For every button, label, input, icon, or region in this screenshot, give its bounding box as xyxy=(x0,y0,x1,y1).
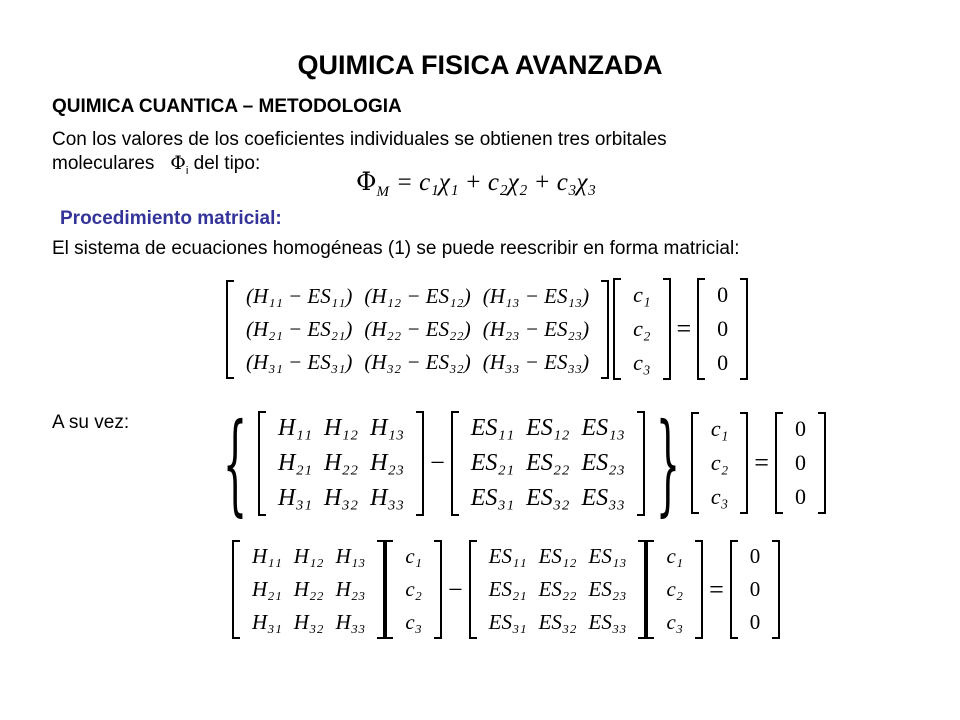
matrix-cell: 0 xyxy=(794,416,806,441)
matrix-cell: H₃₁ xyxy=(278,484,313,511)
left-curly-brace: { xyxy=(222,399,248,527)
matrix-cell: H₃₁ xyxy=(252,610,282,634)
paragraph-2: El sistema de ecuaciones homogéneas (1) se puede reescribir en forma matricial: xyxy=(52,238,740,259)
section-subtitle: QUIMICA CUANTICA – METODOLOGIA xyxy=(52,96,402,117)
right-bracket xyxy=(638,540,646,639)
eq3-c-vector-2 xyxy=(646,540,703,639)
right-bracket xyxy=(818,412,826,514)
matrix-cell: (H₂₂ − ES₂₂) xyxy=(364,316,471,341)
matrix-equation-3 xyxy=(232,540,780,639)
matrix-cell: ES₃₁ xyxy=(488,610,527,634)
matrix-cell: H₁₃ xyxy=(370,414,405,441)
left-bracket xyxy=(451,411,459,516)
matrix-cell: 0 xyxy=(794,450,806,475)
matrix-cell: 0 xyxy=(749,610,761,634)
right-bracket xyxy=(695,540,703,639)
right-curly-brace: } xyxy=(655,399,681,527)
right-bracket xyxy=(416,411,424,516)
eq1-c-vector xyxy=(613,278,670,380)
matrix-cell: ES₁₂ xyxy=(538,544,577,568)
matrix-cell: c₂ xyxy=(710,450,729,475)
matrix-cell: ES₁₁ xyxy=(488,544,527,568)
matrix-cell: H₃₂ xyxy=(324,484,359,511)
matrix-cell: ES₂₂ xyxy=(538,577,577,601)
matrix-cell: (H₂₃ − ES₂₃) xyxy=(482,316,590,341)
matrix-cell: c₃ xyxy=(666,610,684,634)
paragraph-line-2-post: del tipo: xyxy=(193,153,261,174)
eq2-es-matrix xyxy=(451,411,645,516)
matrix-cell: c₁ xyxy=(666,544,684,568)
matrix-cell: 0 xyxy=(717,316,729,341)
matrix-cell: (H₂₁ − ES₂₁) xyxy=(246,316,353,341)
phi-subscript: i xyxy=(185,164,189,177)
matrix-cell: H₃₃ xyxy=(370,484,405,511)
matrix-cell: ES₃₂ xyxy=(526,484,570,511)
eq3-h-matrix xyxy=(232,540,385,639)
matrix-cell: (H₃₃ − ES₃₃) xyxy=(482,349,590,374)
right-bracket xyxy=(601,280,609,379)
matrix-cell: c₂ xyxy=(666,577,684,601)
matrix-cell: c₂ xyxy=(405,577,422,601)
matrix-cell: H₃₃ xyxy=(335,610,366,634)
right-bracket xyxy=(637,411,645,516)
matrix-cell: ES₃₃ xyxy=(581,484,625,511)
eq1-coefficient-matrix xyxy=(226,280,609,379)
matrix-cell: c₁ xyxy=(633,282,651,307)
matrix-cell: 0 xyxy=(717,282,729,307)
left-bracket xyxy=(232,540,240,639)
matrix-equation-2 xyxy=(212,399,826,527)
left-bracket xyxy=(226,280,234,379)
matrix-cell: ES₁₂ xyxy=(526,414,570,441)
matrix-cell: (H₃₁ − ES₃₁) xyxy=(246,349,353,374)
matrix-cell: c₃ xyxy=(633,350,651,375)
matrix-cell: H₂₃ xyxy=(335,577,366,601)
right-bracket xyxy=(377,540,385,639)
left-bracket xyxy=(691,412,699,514)
left-bracket xyxy=(697,278,705,380)
matrix-cell: H₁₃ xyxy=(335,544,366,568)
left-bracket xyxy=(775,412,783,514)
minus-sign: − xyxy=(447,574,463,604)
matrix-cell: ES₂₃ xyxy=(581,449,625,476)
matrix-cell: ES₂₃ xyxy=(588,577,627,601)
matrix-cell: 0 xyxy=(749,577,761,601)
matrix-cell: ES₃₂ xyxy=(538,610,577,634)
matrix-cell: c₁ xyxy=(710,416,729,441)
equals-sign: = xyxy=(709,574,724,604)
matrix-cell: c₃ xyxy=(405,610,422,634)
formula-phi: Φ xyxy=(356,167,377,196)
left-bracket xyxy=(646,540,654,639)
matrix-cell: H₂₂ xyxy=(324,449,359,476)
eq2-c-vector xyxy=(691,412,748,514)
page-title: QUIMICA FISICA AVANZADA xyxy=(297,50,663,80)
eq3-zero-vector xyxy=(730,540,781,639)
paragraph-line-2 xyxy=(52,152,260,177)
left-bracket xyxy=(730,540,738,639)
matrix-cell: H₃₂ xyxy=(293,610,324,634)
paragraph-line-2-pre: moleculares xyxy=(52,153,155,174)
eq3-es-matrix xyxy=(469,540,647,639)
matrix-cell: H₂₁ xyxy=(252,577,282,601)
matrix-cell: ES₁₃ xyxy=(581,414,625,441)
phi-symbol: Φ xyxy=(170,152,186,174)
right-bracket xyxy=(434,540,442,639)
orbital-formula xyxy=(356,167,596,201)
matrix-cell: c₃ xyxy=(710,484,729,509)
matrix-cell: ES₂₁ xyxy=(470,449,515,476)
matrix-cell: 0 xyxy=(717,350,729,375)
matrix-cell: 0 xyxy=(749,544,761,568)
matrix-cell: H₁₁ xyxy=(278,414,313,441)
paragraph-line-1: Con los valores de los coeficientes individuales se obtienen tres orbitales xyxy=(52,129,667,150)
eq2-h-matrix xyxy=(258,411,424,516)
matrix-cell: ES₂₂ xyxy=(526,449,570,476)
minus-sign: − xyxy=(430,448,445,477)
right-bracket xyxy=(740,278,748,380)
matrix-cell: ES₃₃ xyxy=(588,610,627,634)
formula-phi-sub: M xyxy=(376,184,389,200)
right-bracket xyxy=(772,540,780,639)
matrix-cell: (H₁₃ − ES₁₃) xyxy=(482,283,590,308)
matrix-cell: H₂₂ xyxy=(293,577,324,601)
matrix-cell: c₁ xyxy=(405,544,422,568)
procedure-heading: Procedimiento matricial: xyxy=(60,208,282,229)
matrix-cell: (H₁₁ − ES₁₁) xyxy=(246,283,353,308)
right-bracket xyxy=(663,278,671,380)
left-bracket xyxy=(258,411,266,516)
matrix-cell: ES₁₃ xyxy=(588,544,627,568)
matrix-cell: c₂ xyxy=(633,316,651,341)
equals-sign: = xyxy=(754,448,769,477)
matrix-cell: H₂₁ xyxy=(278,449,313,476)
matrix-cell: H₁₂ xyxy=(324,414,359,441)
left-bracket xyxy=(613,278,621,380)
matrix-cell: H₂₃ xyxy=(370,449,405,476)
eq3-c-vector-1 xyxy=(385,540,442,639)
equals-sign: = xyxy=(676,314,692,343)
eq1-zero-vector xyxy=(697,278,748,380)
matrix-cell: (H₁₂ − ES₁₂) xyxy=(364,283,471,308)
matrix-cell: ES₃₁ xyxy=(470,484,515,511)
right-bracket xyxy=(740,412,748,514)
matrix-cell: H₁₂ xyxy=(293,544,324,568)
left-bracket xyxy=(385,540,393,639)
matrix-cell: (H₃₂ − ES₃₂) xyxy=(364,349,471,374)
matrix-cell: ES₂₁ xyxy=(488,577,527,601)
a-su-vez-label: A su vez: xyxy=(52,412,130,433)
formula-rhs: = c₁χ₁ + c₂χ₂ + c₃χ₃ xyxy=(395,169,597,196)
left-bracket xyxy=(469,540,477,639)
matrix-equation-1 xyxy=(226,278,748,380)
matrix-cell: H₁₁ xyxy=(252,544,282,568)
matrix-cell: ES₁₁ xyxy=(470,414,515,441)
matrix-cell: 0 xyxy=(794,484,806,509)
eq2-zero-vector xyxy=(775,412,826,514)
